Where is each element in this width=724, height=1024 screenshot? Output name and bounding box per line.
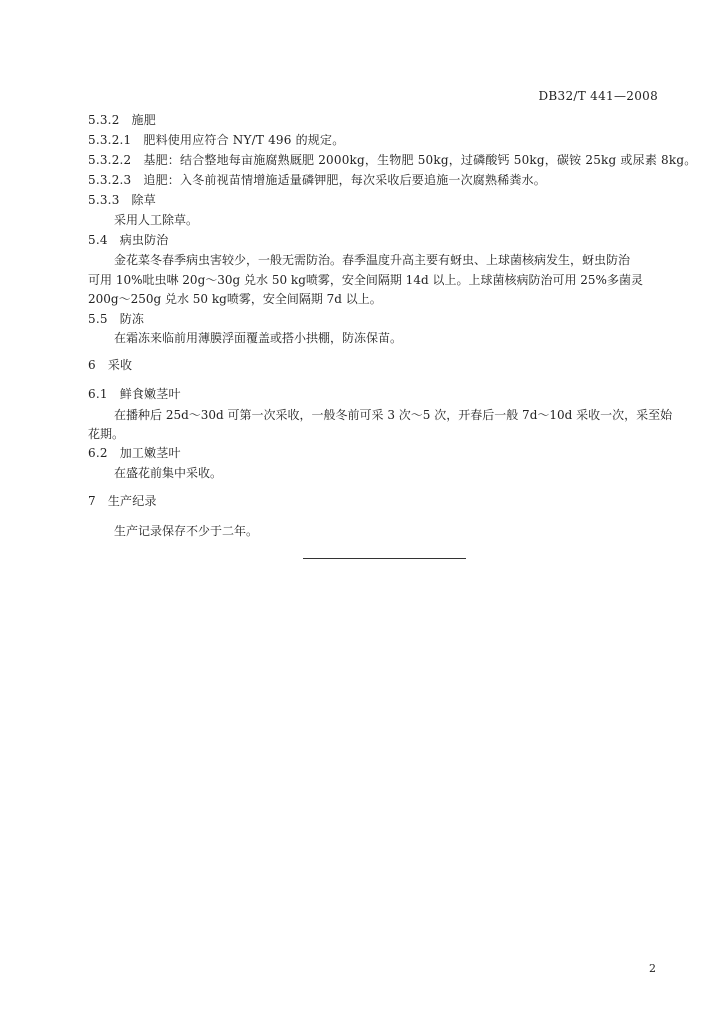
section-title: 鲜食嫩茎叶: [119, 387, 181, 401]
section-title: 病虫防治: [119, 233, 169, 247]
chapter-number: 7: [88, 494, 96, 508]
paragraph-line: 在盛花前集中采收。: [114, 466, 223, 480]
clause-number: 5.3.2.2: [88, 153, 132, 167]
paragraph-line: 200g～250g 兑水 50 kg喷雾，安全间隔期 7d 以上。: [88, 292, 382, 306]
chapter-heading-7: [88, 494, 157, 509]
document-code: DB32/T 441—2008: [538, 89, 658, 103]
clause-number: 5.3.2.1: [88, 133, 132, 147]
chapter-heading-6: [88, 358, 132, 373]
section-heading-5-4: [88, 233, 169, 248]
clause-text: 追肥：入冬前视苗情增施适量磷钾肥，每次采收后要追施一次腐熟稀粪水。: [143, 173, 546, 187]
section-title: 防冻: [119, 312, 145, 326]
section-heading-5-3-3: [88, 193, 156, 208]
paragraph-line: 花期。: [88, 427, 125, 441]
section-title: 除草: [131, 193, 156, 207]
section-number: 5.4: [88, 233, 108, 247]
section-number: 5.3.3: [88, 193, 120, 207]
paragraph-line: 金花菜冬春季病虫害较少，一般无需防治。春季温度升高主要有蚜虫、上球菌核病发生，蚜虫防治: [114, 253, 631, 267]
page-number: 2: [649, 962, 656, 975]
section-number: 6.1: [88, 387, 108, 401]
section-heading-6-1: [88, 387, 181, 402]
paragraph-line: 在霜冻来临前用薄膜浮面覆盖或搭小拱棚，防冻保苗。: [114, 331, 403, 345]
chapter-number: 6: [88, 358, 96, 372]
chapter-title: 生产纪录: [107, 494, 157, 508]
section-heading-6-2: [88, 446, 181, 461]
chapter-title: 采收: [107, 358, 133, 372]
end-rule: [303, 558, 466, 559]
section-title: 加工嫩茎叶: [119, 446, 181, 460]
paragraph-line: 采用人工除草。: [114, 213, 199, 227]
clause-text: 基肥：结合整地每亩施腐熟厩肥 2000kg，生物肥 50kg，过磷酸钙 50kg，碳铵 25kg 或尿素 8kg。: [143, 153, 697, 167]
clause-5-3-2-1: [88, 133, 344, 148]
section-title: 施肥: [131, 113, 156, 127]
section-heading-5-5: [88, 312, 144, 327]
clause-text: 肥料使用应符合 NY/T 496 的规定。: [143, 133, 345, 147]
paragraph-line: 在播种后 25d～30d 可第一次采收，一般冬前可采 3 次～5 次，开春后一般 7d～10d 采收一次，采至始: [114, 408, 673, 422]
paragraph-line: 生产记录保存不少于二年。: [114, 524, 259, 538]
paragraph-line: 可用 10%吡虫啉 20g～30g 兑水 50 kg喷雾，安全间隔期 14d 以上。上球菌核病防治可用 25%多菌灵: [88, 273, 643, 287]
clause-number: 5.3.2.3: [88, 173, 132, 187]
clause-5-3-2-3: [88, 173, 546, 188]
section-heading-5-3-2: [88, 113, 156, 128]
section-number: 5.3.2: [88, 113, 120, 127]
section-number: 5.5: [88, 312, 108, 326]
clause-5-3-2-2: [88, 153, 696, 168]
section-number: 6.2: [88, 446, 108, 460]
